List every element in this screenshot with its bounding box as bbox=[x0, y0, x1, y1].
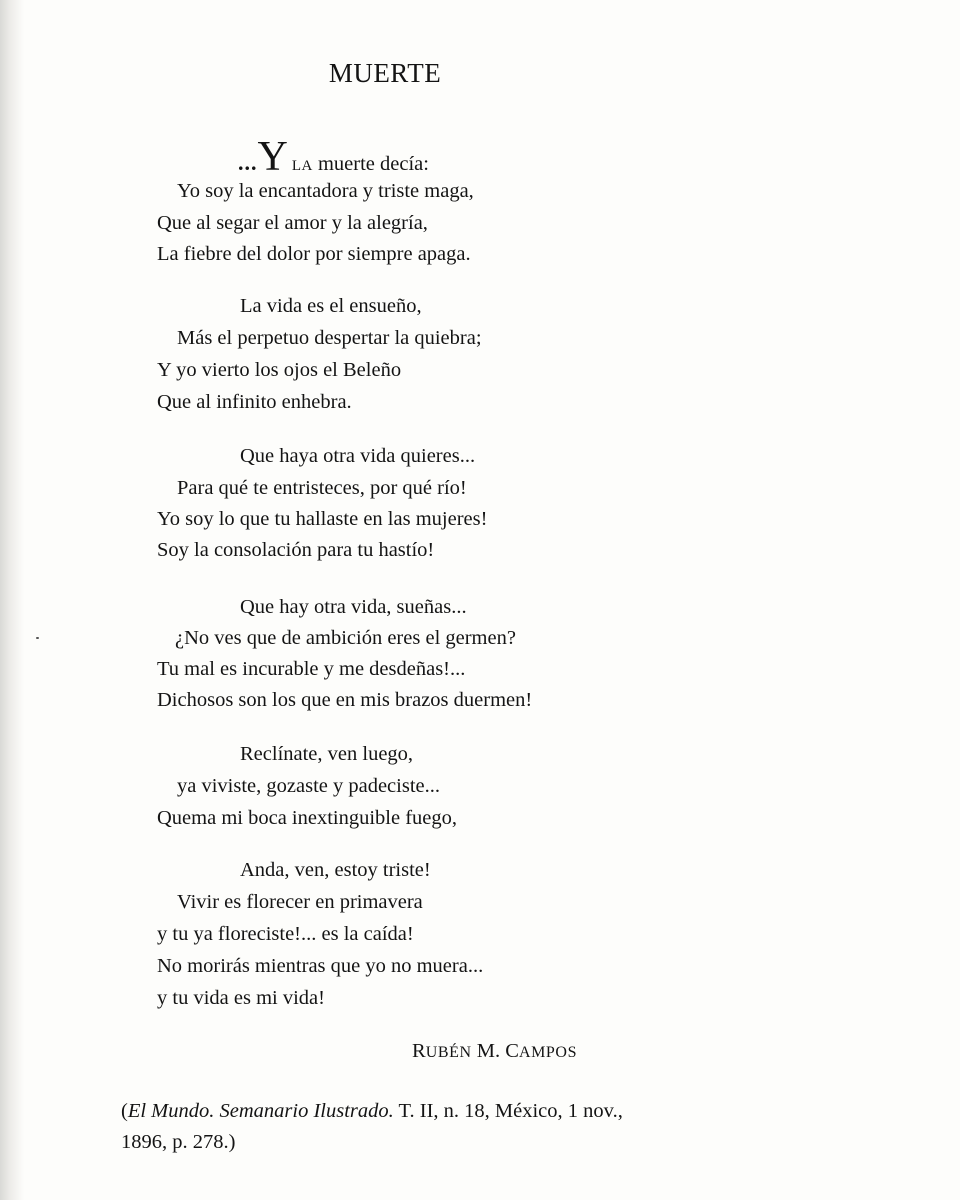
poem-line: No morirás mientras que yo no muera... bbox=[157, 955, 484, 977]
poem-line: Quema mi boca inextinguible fuego, bbox=[157, 807, 458, 829]
poem-line: y tu vida es mi vida! bbox=[157, 987, 325, 1009]
poem-line: Y yo vierto los ojos el Beleño bbox=[157, 359, 402, 381]
poem-line: Yo soy la encantadora y triste maga, bbox=[177, 180, 474, 202]
poem-line: Para qué te entristeces, por qué río! bbox=[177, 477, 467, 499]
poem-line: La vida es el ensueño, bbox=[240, 295, 422, 317]
poem-line: Yo soy lo que tu hallaste en las mujeres! bbox=[157, 508, 488, 530]
small-caps-word: LA bbox=[291, 158, 313, 174]
citation-line-1 bbox=[121, 1100, 623, 1123]
author-first-name-rest: UBÉN bbox=[425, 1044, 472, 1061]
author-signature bbox=[412, 1040, 577, 1063]
poem-line: Que al segar el amor y la alegría, bbox=[157, 212, 428, 234]
poem-line: Más el perpetuo despertar la quiebra; bbox=[177, 327, 482, 349]
poem-line: Soy la consolación para tu hastío! bbox=[157, 539, 435, 561]
citation-line-2: 1896, p. 278.) bbox=[121, 1131, 236, 1153]
poem-line: Que haya otra vida quieres... bbox=[240, 445, 476, 467]
opening-text: muerte decía: bbox=[317, 153, 429, 175]
drop-cap: Y bbox=[257, 134, 288, 180]
opening-ellipsis: ... bbox=[238, 150, 258, 175]
citation-details: T. II, n. 18, México, 1 nov., bbox=[393, 1100, 623, 1122]
poem-line: Anda, ven, estoy triste! bbox=[240, 859, 431, 881]
poem-line: y tu ya floreciste!... es la caída! bbox=[157, 923, 414, 945]
poem-line: Dichosos son los que en mis brazos duermen! bbox=[157, 689, 533, 711]
page-edge-shadow bbox=[0, 0, 24, 1200]
author-last-name-rest: AMPOS bbox=[518, 1044, 578, 1061]
poem-title: MUERTE bbox=[328, 58, 442, 88]
citation-paren: ( bbox=[121, 1100, 128, 1122]
poem-line: ya viviste, gozaste y padeciste... bbox=[177, 775, 440, 797]
poem-line: Reclínate, ven luego, bbox=[240, 743, 414, 765]
author-middle: M. C bbox=[476, 1040, 519, 1062]
opening-line bbox=[238, 136, 429, 178]
poem-line: Tu mal es incurable y me desdeñas!... bbox=[157, 658, 466, 680]
author-initial: R bbox=[412, 1040, 426, 1062]
poem-line: La fiebre del dolor por siempre apaga. bbox=[157, 243, 471, 265]
citation-source-title: El Mundo. Semanario Ilustrado. bbox=[127, 1100, 394, 1122]
poem-line: Vivir es florecer en primavera bbox=[177, 891, 423, 913]
scan-speck bbox=[36, 637, 39, 639]
poem-line: ¿No ves que de ambición eres el germen? bbox=[175, 627, 516, 649]
poem-line: Que hay otra vida, sueñas... bbox=[240, 596, 467, 618]
poem-line: Que al infinito enhebra. bbox=[157, 391, 352, 413]
